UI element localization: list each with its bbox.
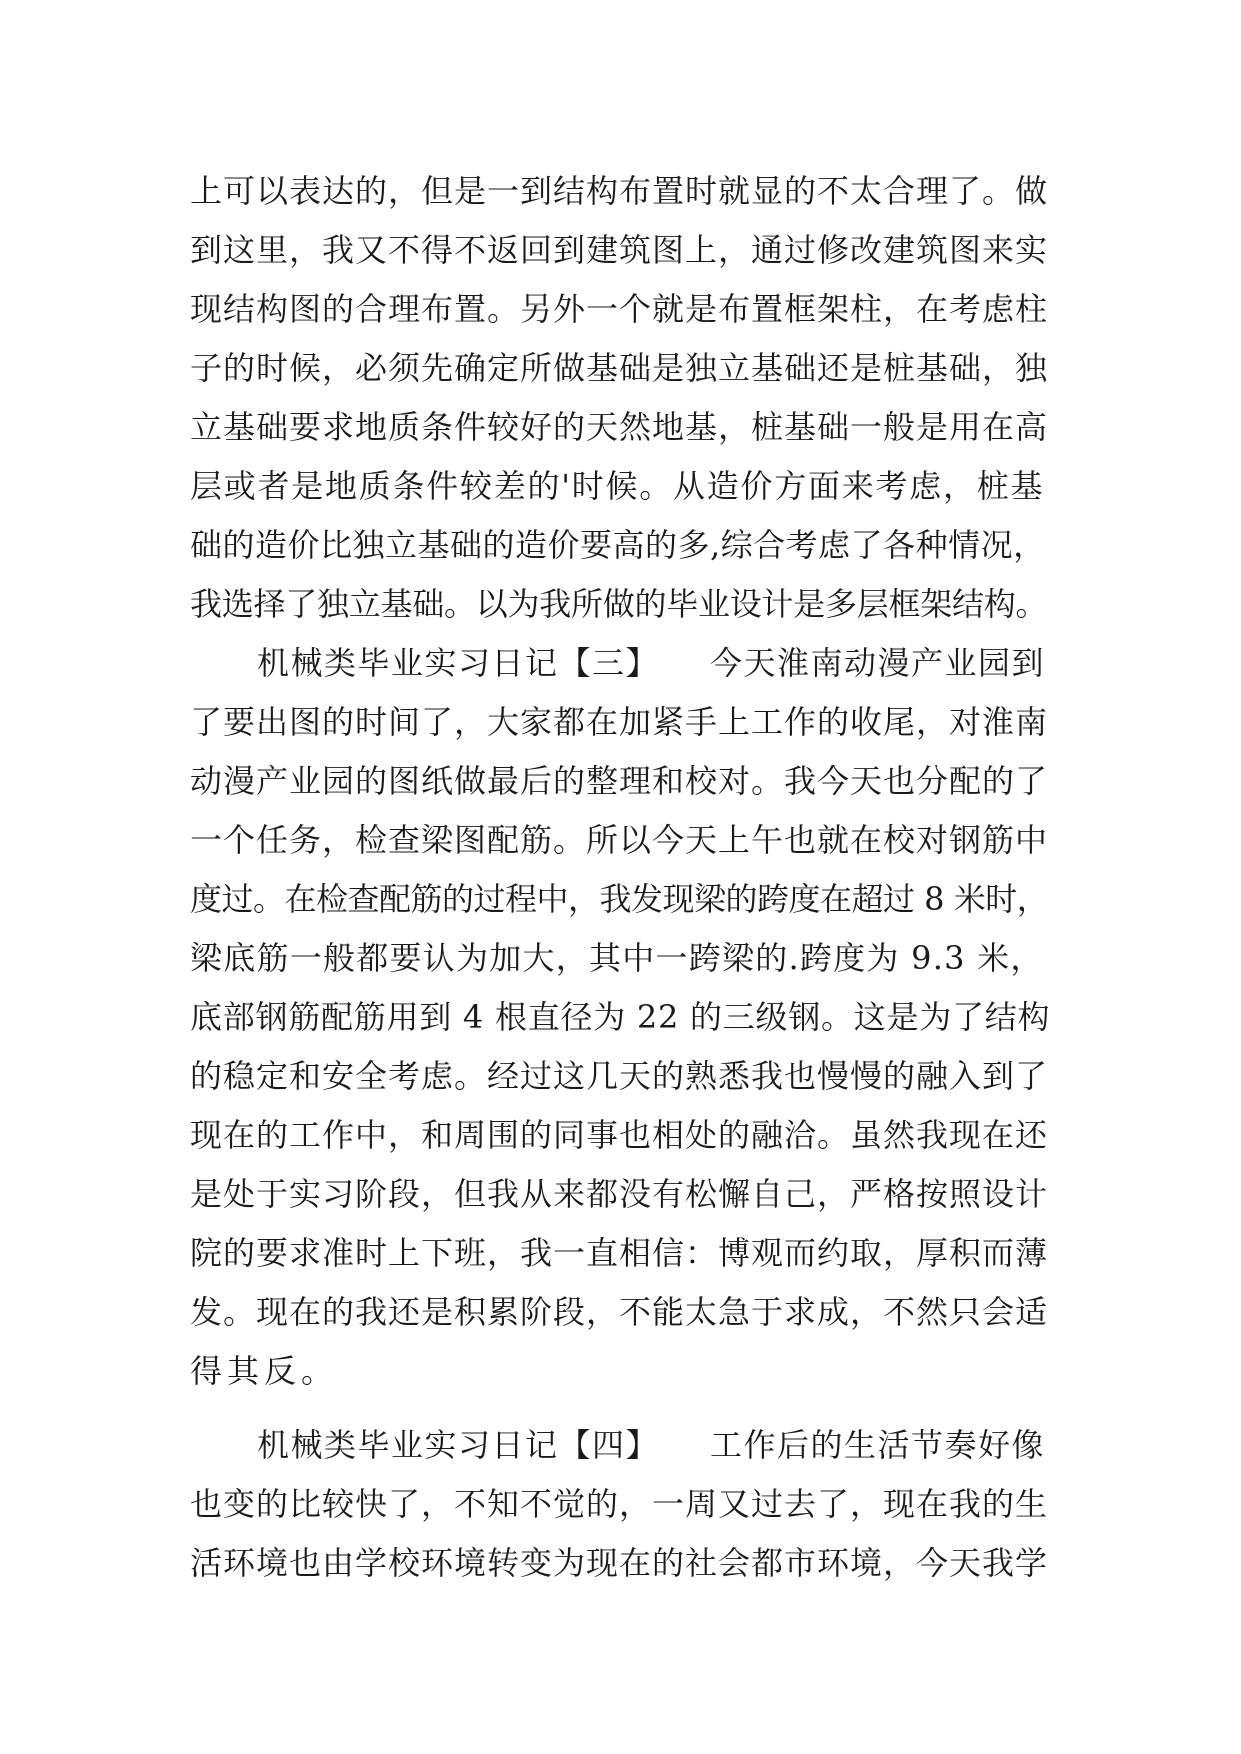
text-line: 也变的比较快了，不知不觉的，一周又过去了，现在我的生 — [190, 1485, 1049, 1523]
text-line: 底部钢筋配筋用到 4 根直径为 22 的三级钢。这是为了结构 — [190, 998, 1051, 1036]
text-line: 活环境也由学校环境转变为现在的社会都市环境，今天我学 — [190, 1544, 1049, 1582]
text-line: 到这里，我又不得不返回到建筑图上，通过修改建筑图来实 — [190, 231, 1049, 269]
text-line: 础的造价比独立基础的造价要高的多,综合考虑了各种情况， — [190, 526, 1046, 564]
text-line: 度过。在检查配筋的过程中，我发现梁的跨度在超过 8 米时， — [190, 880, 1049, 918]
text-line: 上可以表达的，但是一到结构布置时就显的不太合理了。做 — [190, 172, 1049, 210]
text-line: 是处于实习阶段，但我从来都没有松懈自己，严格按照设计 — [190, 1175, 1049, 1213]
text-line: 立基础要求地质条件较好的天然地基，桩基础一般是用在高 — [190, 408, 1049, 446]
text-line: 一个任务，检查梁图配筋。所以今天上午也就在校对钢筋中 — [190, 821, 1049, 859]
text-line: 院的要求准时上下班，我一直相信：博观而约取，厚积而薄 — [190, 1234, 1049, 1272]
section-heading-line: 机械类毕业实习日记【四】 工作后的生活节奏好像 — [190, 1426, 1046, 1464]
text-line: 得其反。 — [190, 1352, 339, 1390]
text-line: 梁底筋一般都要认为加大，其中一跨梁的.跨度为 9.3 米， — [190, 939, 1044, 977]
text-line: 了要出图的时间了，大家都在加紧手上工作的收尾，对淮南 — [190, 703, 1049, 741]
text-line: 层或者是地质条件较差的'时候。从造价方面来考虑，桩基 — [190, 467, 1045, 505]
text-line: 的稳定和安全考虑。经过这几天的熟悉我也慢慢的融入到了 — [190, 1057, 1049, 1095]
text-line: 现结构图的合理布置。另外一个就是布置框架柱，在考虑柱 — [190, 290, 1049, 328]
text-line: 子的时候，必须先确定所做基础是独立基础还是桩基础，独 — [190, 349, 1049, 387]
text-line: 动漫产业园的图纸做最后的整理和校对。我今天也分配的了 — [190, 762, 1049, 800]
text-line: 现在的工作中，和周围的同事也相处的融洽。虽然我现在还 — [190, 1116, 1049, 1154]
text-line: 我选择了独立基础。以为我所做的毕业设计是多层框架结构。 — [190, 585, 1048, 623]
section-heading-line: 机械类毕业实习日记【三】 今天淮南动漫产业园到 — [190, 644, 1046, 682]
text-line: 发。现在的我还是积累阶段，不能太急于求成，不然只会适 — [190, 1293, 1049, 1331]
body-text — [190, 162, 1050, 1593]
paragraph-gap — [190, 1401, 1050, 1416]
